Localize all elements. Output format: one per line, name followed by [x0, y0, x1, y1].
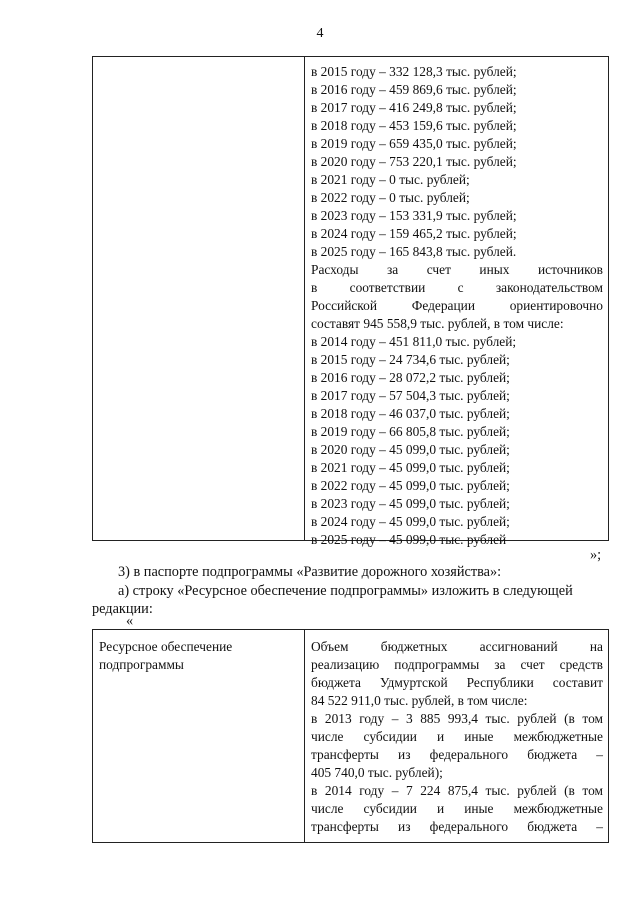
funding-line: в 2017 году – 57 504,3 тыс. рублей;	[311, 388, 510, 403]
funding-line: в 2023 году – 153 331,9 тыс. рублей;	[311, 208, 517, 223]
other-sources-paragraph-line: составят 945 558,9 тыс. рублей, в том числе:	[311, 316, 564, 331]
funding-line: в 2020 году – 753 220,1 тыс. рублей;	[311, 154, 517, 169]
budget-text-line: трансферты из федерального бюджета –	[311, 747, 603, 762]
budget-text-line: числе субсидии и иные межбюджетные	[311, 801, 603, 816]
budget-text-line: 405 740,0 тыс. рублей);	[311, 765, 443, 780]
budget-text-line: в 2014 году – 7 224 875,4 тыс. рублей (в том	[311, 783, 603, 798]
funding-line: в 2016 году – 459 869,6 тыс. рублей;	[311, 82, 517, 97]
row-label: подпрограммы	[99, 657, 184, 672]
budget-text-line: реализацию подпрограммы за счет средств	[311, 657, 603, 672]
budget-text-line: бюджета Удмуртской Республики составит	[311, 675, 603, 690]
funding-line: в 2024 году – 159 465,2 тыс. рублей;	[311, 226, 517, 241]
opening-quote: «	[126, 613, 134, 629]
funding-line: в 2024 году – 45 099,0 тыс. рублей;	[311, 514, 510, 529]
funding-line: в 2020 году – 45 099,0 тыс. рублей;	[311, 442, 510, 457]
funding-line: в 2025 году – 165 843,8 тыс. рублей.	[311, 244, 517, 259]
funding-line: в 2016 году – 28 072,2 тыс. рублей;	[311, 370, 510, 385]
table-value-cell	[305, 630, 608, 842]
other-sources-paragraph-line: в соответствии с законодательством	[311, 280, 603, 295]
funding-line: в 2025 году – 45 099,0 тыс. рублей	[311, 532, 507, 547]
budget-text-line: Объем бюджетных ассигнований на	[311, 639, 603, 654]
closing-quote: »;	[590, 547, 602, 563]
budget-text-line: в 2013 году – 3 885 993,4 тыс. рублей (в том	[311, 711, 603, 726]
funding-line: в 2019 году – 659 435,0 тыс. рублей;	[311, 136, 517, 151]
budget-text-line: числе субсидии и иные межбюджетные	[311, 729, 603, 744]
budget-text-line: 84 522 911,0 тыс. рублей, в том числе:	[311, 693, 528, 708]
funding-line: в 2021 году – 45 099,0 тыс. рублей;	[311, 460, 510, 475]
funding-line: в 2015 году – 24 734,6 тыс. рублей;	[311, 352, 510, 367]
table-value-cell	[305, 57, 608, 547]
row-label: Ресурсное обеспечение	[99, 639, 233, 654]
funding-line: в 2018 году – 46 037,0 тыс. рублей;	[311, 406, 510, 421]
funding-line: в 2022 году – 45 099,0 тыс. рублей;	[311, 478, 510, 493]
resource-table-continuation	[92, 56, 609, 547]
funding-line: в 2017 году – 416 249,8 тыс. рублей;	[311, 100, 517, 115]
budget-text-line: трансферты из федерального бюджета –	[311, 819, 603, 834]
funding-line: в 2019 году – 66 805,8 тыс. рублей;	[311, 424, 510, 439]
funding-line: в 2022 году – 0 тыс. рублей;	[311, 190, 470, 205]
table-label-cell	[93, 630, 305, 842]
other-sources-paragraph-line: Российской Федерации ориентировочно	[311, 298, 603, 313]
resource-table	[92, 629, 609, 843]
page-number: 4	[316, 26, 324, 41]
funding-line: в 2021 году – 0 тыс. рублей;	[311, 172, 470, 187]
funding-line: в 2023 году – 45 099,0 тыс. рублей;	[311, 496, 510, 511]
amendment-item-a: а) строку «Ресурсное обеспечение подпрограммы» изложить в следующей	[118, 583, 573, 599]
table-label-cell	[93, 57, 305, 540]
funding-line: в 2015 году – 332 128,3 тыс. рублей;	[311, 64, 517, 79]
amendment-item-a-continuation: редакции:	[92, 601, 153, 617]
other-sources-paragraph-line: Расходы за счет иных источников	[311, 262, 603, 277]
funding-line: в 2014 году – 451 811,0 тыс. рублей;	[311, 334, 517, 349]
funding-line: в 2018 году – 453 159,6 тыс. рублей;	[311, 118, 517, 133]
amendment-item-3: 3) в паспорте подпрограммы «Развитие дорожного хозяйства»:	[118, 564, 502, 580]
